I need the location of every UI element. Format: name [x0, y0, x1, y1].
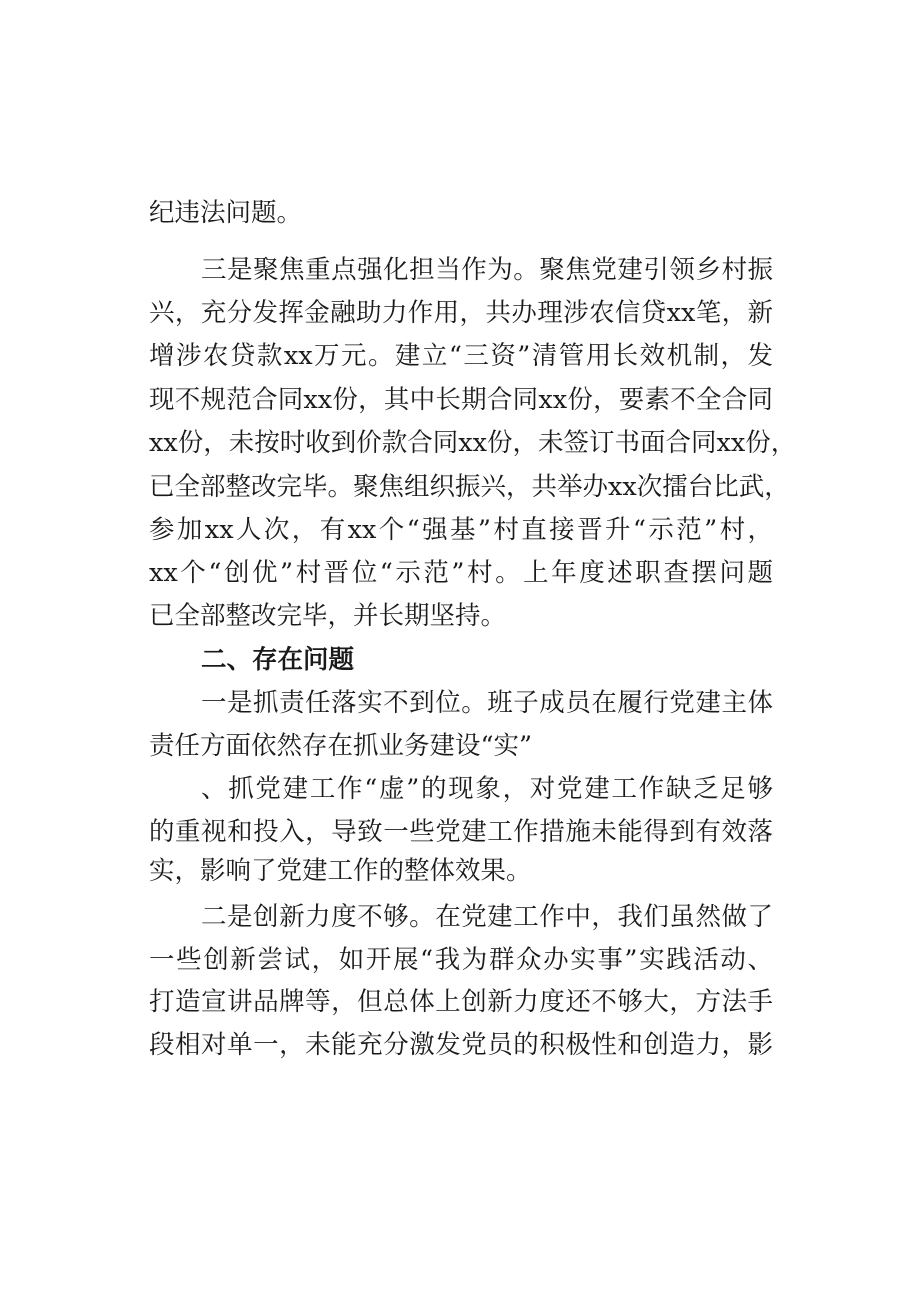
- paragraph-2-line-8: xx个“创优”村晋位“示范”村。上年度述职查摆问题: [149, 558, 773, 588]
- section-heading: 二、存在问题: [201, 645, 355, 675]
- paragraph-5-line-4: 段相对单一，未能充分激发党员的积极性和创造力，影: [149, 1030, 773, 1060]
- paragraph-5-line-3: 打造宣讲品牌等，但总体上创新力度还不够大，方法手: [149, 987, 773, 1017]
- paragraph-2-line-4: 现不规范合同xx份，其中长期合同xx份，要素不全合同: [149, 385, 773, 415]
- paragraph-5-line-2: 一些创新尝试，如开展“我为群众办实事”实践活动、: [149, 945, 773, 975]
- paragraph-2-line-5: xx份，未按时收到价款合同xx份，未签订书面合同xx份，: [149, 428, 797, 458]
- paragraph-4-line-3: 实，影响了党建工作的整体效果。: [149, 856, 532, 886]
- paragraph-2-line-9: 已全部整改完毕，并长期坚持。: [149, 601, 507, 631]
- paragraph-5-line-1: 二是创新力度不够。在党建工作中，我们虽然做了: [201, 902, 773, 932]
- paragraph-2-line-3: 增涉农贷款xx万元。建立“三资”清管用长效机制，发: [149, 341, 773, 371]
- paragraph-4-line-2: 的重视和投入，导致一些党建工作措施未能得到有效落: [149, 817, 773, 847]
- paragraph-4-line-1: 、抓党建工作“虚”的现象，对党建工作缺乏足够: [201, 774, 773, 804]
- paragraph-2-line-1: 三是聚焦重点强化担当作为。聚焦党建引领乡村振: [201, 255, 773, 285]
- paragraph-1-line-1: 纪违法问题。: [149, 198, 303, 228]
- paragraph-2-line-6: 已全部整改完毕。聚焦组织振兴，共举办xx次擂台比武，: [149, 472, 790, 502]
- paragraph-2-line-2: 兴，充分发挥金融助力作用，共办理涉农信贷xx笔，新: [149, 298, 773, 328]
- paragraph-3-line-1: 一是抓责任落实不到位。班子成员在履行党建主体: [201, 688, 773, 718]
- paragraph-3-line-2: 责任方面依然存在抓业务建设“实”: [149, 731, 533, 761]
- paragraph-2-line-7: 参加xx人次，有xx个“强基”村直接晋升“示范”村，: [149, 515, 773, 545]
